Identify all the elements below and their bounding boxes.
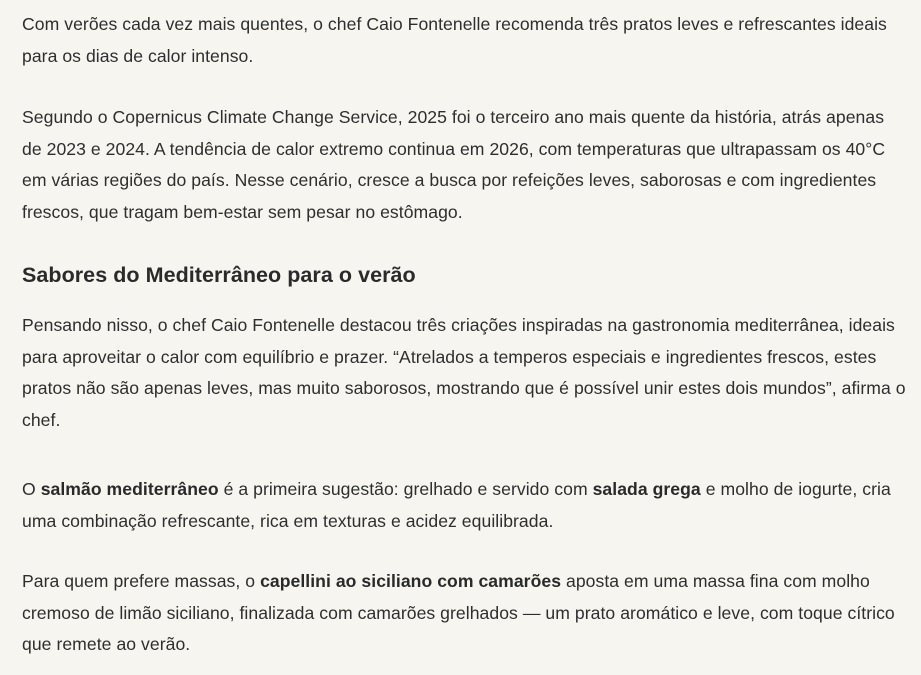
greek-salad-name: salada grega [592, 479, 701, 499]
salmon-text-2: é a primeira sugestão: grelhado e servido com [218, 479, 593, 499]
chef-quote-paragraph: Pensando nisso, o chef Caio Fontenelle destacou três criações inspiradas na gastronomia mediterrânea, ideais para aproveitar o calor com equilíbrio e prazer. “Atrelados a temperos especiais e ingredientes frescos, estes pratos não são apenas leves, mas muito saborosos, mostrando que é possível unir estes dois mundos”, afirma o chef. [22, 315, 906, 430]
intro-paragraph: Com verões cada vez mais quentes, o chef Caio Fontenelle recomenda três pratos leves e refrescantes ideais para os dias de calor intenso. [22, 14, 887, 66]
section-heading: Sabores do Mediterrâneo para o verão [22, 263, 416, 287]
salmon-text-3: e molho de iogurte, cria uma combinação refrescante, rica em texturas e acidez equilibrada. [22, 479, 891, 531]
climate-paragraph: Segundo o Copernicus Climate Change Service, 2025 foi o terceiro ano mais quente da história, atrás apenas de 2023 e 2024. A tendência de calor extremo continua em 2026, com temperaturas que ultrapassam os 40°C em várias regiões do país. Nesse cenário, cresce a busca por refeições leves, saborosas e com ingredientes frescos, que tragam bem-estar sem pesar no estômago. [22, 107, 886, 222]
pasta-paragraph [22, 566, 907, 661]
pasta-text-2: aposta em uma massa fina com molho cremoso de limão siciliano, finalizada com camarões grelhados — um prato aromático e leve, com toque cítrico que remete ao verão. [22, 571, 895, 654]
salmon-dish-name: salmão mediterrâneo [40, 479, 219, 499]
salmon-paragraph [22, 474, 907, 537]
pasta-dish-name: capellini ao siciliano com camarões [260, 571, 562, 591]
pasta-text-1: Para quem prefere massas, o [22, 571, 261, 591]
salmon-text-1: O [22, 479, 41, 499]
